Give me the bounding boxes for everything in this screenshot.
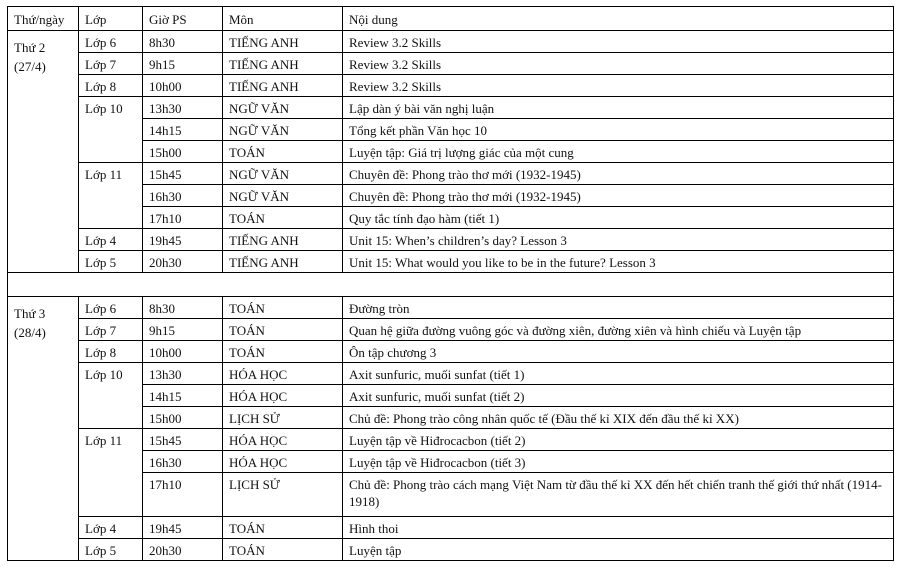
schedule-body [8,31,894,561]
table-row [8,363,894,385]
table-row [8,229,894,251]
subject-cell: NGỮ VĂN [223,119,343,141]
grade-cell: Lớp 4 [79,517,143,539]
header-time: Giờ PS [143,7,223,31]
header-day: Thứ/ngày [8,7,79,31]
content-cell: Axit sunfuric, muối sunfat (tiết 1) [343,363,894,385]
day-label: Thứ 3 [14,306,46,321]
grade-cell: Lớp 11 [79,429,143,517]
subject-cell: TIẾNG ANH [223,31,343,53]
subject-cell: TOÁN [223,319,343,341]
content-cell: Chủ đề: Phong trào cách mạng Việt Nam từ đầu thế kỉ XX đến hết chiến tranh thế giới thứ nhất (1914-1918) [343,473,894,517]
content-cell: Unit 15: What would you like to be in the future? Lesson 3 [343,251,894,273]
spacer-cell [8,273,894,297]
grade-cell: Lớp 7 [79,319,143,341]
subject-cell: HÓA HỌC [223,451,343,473]
time-cell: 13h30 [143,97,223,119]
time-cell: 17h10 [143,207,223,229]
day-date: (27/4) [14,59,46,74]
content-cell: Review 3.2 Skills [343,53,894,75]
schedule-table [7,6,894,561]
subject-cell: TOÁN [223,341,343,363]
time-cell: 16h30 [143,185,223,207]
table-row [8,31,894,53]
content-cell: Review 3.2 Skills [343,31,894,53]
subject-cell: NGỮ VĂN [223,163,343,185]
day-cell [8,31,79,273]
subject-cell: LỊCH SỬ [223,473,343,517]
content-cell: Axit sunfuric, muối sunfat (tiết 2) [343,385,894,407]
time-cell: 20h30 [143,251,223,273]
table-row [8,163,894,185]
grade-cell: Lớp 10 [79,97,143,163]
subject-cell: TIẾNG ANH [223,251,343,273]
time-cell: 15h45 [143,163,223,185]
subject-cell: TOÁN [223,517,343,539]
table-row [8,251,894,273]
subject-cell: HÓA HỌC [223,429,343,451]
content-cell: Ôn tập chương 3 [343,341,894,363]
table-row [8,75,894,97]
subject-cell: NGỮ VĂN [223,185,343,207]
table-row [8,539,894,561]
table-row [8,341,894,363]
grade-cell: Lớp 6 [79,297,143,319]
grade-cell: Lớp 6 [79,31,143,53]
content-cell: Review 3.2 Skills [343,75,894,97]
content-cell: Tổng kết phần Văn học 10 [343,119,894,141]
subject-cell: HÓA HỌC [223,385,343,407]
table-row [8,97,894,119]
grade-cell: Lớp 10 [79,363,143,429]
content-cell: Luyện tập về Hiđrocacbon (tiết 2) [343,429,894,451]
table-row [8,53,894,75]
content-cell: Quan hệ giữa đường vuông góc và đường xiên, đường xiên và hình chiếu và Luyện tập [343,319,894,341]
content-cell: Đường tròn [343,297,894,319]
subject-cell: HÓA HỌC [223,363,343,385]
time-cell: 15h00 [143,407,223,429]
grade-cell: Lớp 4 [79,229,143,251]
table-row [8,517,894,539]
content-cell: Unit 15: When’s children’s day? Lesson 3 [343,229,894,251]
content-cell: Quy tắc tính đạo hàm (tiết 1) [343,207,894,229]
time-cell: 19h45 [143,517,223,539]
content-cell: Chủ đề: Phong trào công nhân quốc tế (Đầu thế kỉ XIX đến đầu thế kỉ XX) [343,407,894,429]
header-content: Nội dung [343,7,894,31]
time-cell: 9h15 [143,319,223,341]
subject-cell: TOÁN [223,539,343,561]
day-cell [8,297,79,561]
subject-cell: LỊCH SỬ [223,407,343,429]
day-label: Thứ 2 [14,40,46,55]
header-grade: Lớp [79,7,143,31]
grade-cell: Lớp 5 [79,251,143,273]
content-cell: Chuyên đề: Phong trào thơ mới (1932-1945) [343,163,894,185]
day-date: (28/4) [14,325,46,340]
grade-cell: Lớp 8 [79,341,143,363]
time-cell: 8h30 [143,297,223,319]
time-cell: 13h30 [143,363,223,385]
content-cell: Luyện tập: Giá trị lượng giác của một cung [343,141,894,163]
time-cell: 9h15 [143,53,223,75]
time-cell: 14h15 [143,119,223,141]
grade-cell: Lớp 8 [79,75,143,97]
subject-cell: TOÁN [223,207,343,229]
content-cell: Luyện tập [343,539,894,561]
time-cell: 15h45 [143,429,223,451]
table-row [8,297,894,319]
subject-cell: NGỮ VĂN [223,97,343,119]
content-cell: Lập dàn ý bài văn nghị luận [343,97,894,119]
time-cell: 16h30 [143,451,223,473]
time-cell: 19h45 [143,229,223,251]
grade-cell: Lớp 7 [79,53,143,75]
subject-cell: TOÁN [223,297,343,319]
time-cell: 14h15 [143,385,223,407]
subject-cell: TIẾNG ANH [223,229,343,251]
subject-cell: TIẾNG ANH [223,75,343,97]
grade-cell: Lớp 5 [79,539,143,561]
content-cell: Chuyên đề: Phong trào thơ mới (1932-1945) [343,185,894,207]
spacer-row [8,273,894,297]
time-cell: 10h00 [143,341,223,363]
header-subject: Môn [223,7,343,31]
time-cell: 15h00 [143,141,223,163]
subject-cell: TOÁN [223,141,343,163]
subject-cell: TIẾNG ANH [223,53,343,75]
time-cell: 17h10 [143,473,223,517]
grade-cell: Lớp 11 [79,163,143,229]
content-cell: Hình thoi [343,517,894,539]
table-row [8,319,894,341]
header-row [8,7,894,31]
time-cell: 10h00 [143,75,223,97]
table-row [8,429,894,451]
time-cell: 8h30 [143,31,223,53]
time-cell: 20h30 [143,539,223,561]
content-cell: Luyện tập về Hiđrocacbon (tiết 3) [343,451,894,473]
